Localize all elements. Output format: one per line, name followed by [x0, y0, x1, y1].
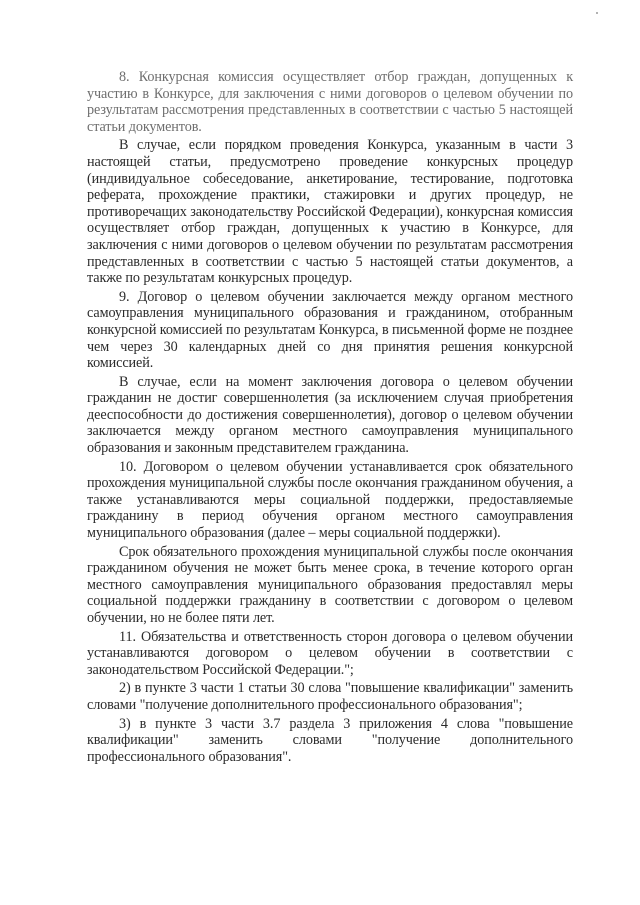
amendment-item-3: 3) в пункте 3 части 3.7 раздела 3 приложения 4 слова "повышение квалификации" заменить словами "получение дополнительного профессионального образования".: [87, 715, 573, 765]
paragraph-10-term: Срок обязательного прохождения муниципальной службы после окончания гражданином обучения не может быть менее срока, в течение которого орган местного самоуправления муниципального образования предоставлял меры социальной поддержки гражданину в соответствии с договором о целевом обучении, но не более пяти лет.: [87, 543, 573, 626]
paragraph-8: 8. Конкурсная комиссия осуществляет отбор граждан, допущенных к участию в Конкурсе, для заключения с ними договоров о целевом обучении по результатам рассмотрения представленных в соответствии с частью 5 настоящей статьи документов.: [87, 69, 573, 135]
paragraph-9: 9. Договор о целевом обучении заключается между органом местного самоуправления муниципального образования и гражданином, отобранным конкурсной комиссией по результатам Конкурса, в письменной форме не позднее чем через 30 календарных дней со дня принятия решения конкурсной комиссией.: [87, 288, 573, 372]
scan-dot: [596, 12, 598, 14]
paragraph-9-case: В случае, если на момент заключения договора о целевом обучении гражданин не достиг совершеннолетия (за исключением случая приобретения дееспособности до достижения совершеннолетия), договор о целевом обучении заключается между органом местного самоуправления муниципального образования и законным представителем гражданина.: [87, 373, 573, 457]
paragraph-11: 11. Обязательства и ответственность сторон договора о целевом обучении устанавливаются договором о целевом обучении в соответствии с законодательством Российской Федерации.";: [87, 628, 573, 678]
document-body: [87, 69, 573, 767]
paragraph-10: 10. Договором о целевом обучении устанавливается срок обязательного прохождения муниципальной службы после окончания гражданином обучения, а также устанавливаются меры социальной поддержки, предоставляемые гражданину в период обучения органом местного самоуправления муниципального образования (далее – меры социальной поддержки).: [87, 458, 573, 542]
paragraph-8-case: В случае, если порядком проведения Конкурса, указанным в части 3 настоящей статьи, предусмотрено проведение конкурсных процедур (индивидуальное собеседование, анкетирование, тестирование, подготовка реферата, прохождение практики, стажировки и других процедур, не противоречащих законодательству Российской Федерации), конкурсная комиссия осуществляет отбор граждан, допущенных к участию в Конкурсе, для заключения с ними договоров о целевом обучении по результатам рассмотрения представленных в соответствии с частью 5 настоящей статьи документов, а также по результатам конкурсных процедур.: [87, 137, 573, 287]
amendment-item-2: 2) в пункте 3 части 1 статьи 30 слова "повышение квалификации" заменить словами "получение дополнительного профессионального образования";: [87, 680, 573, 713]
